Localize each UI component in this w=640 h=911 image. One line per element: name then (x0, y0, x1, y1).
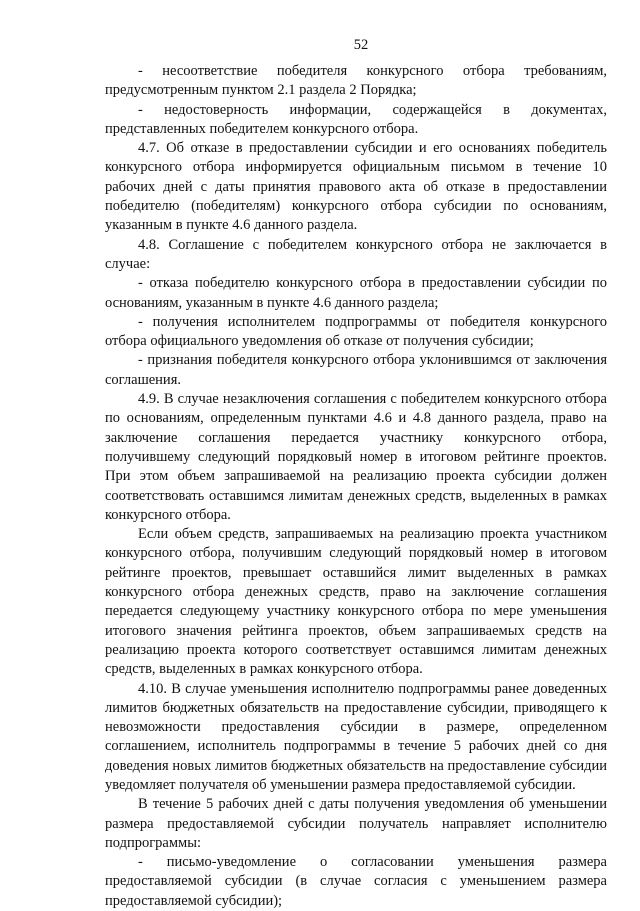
paragraph: В течение 5 рабочих дней с даты получения уведомления об уменьшении размера предоставляемой субсидии получатель направляет исполнителю подпрограммы: (105, 796, 607, 851)
paragraph-list-item: - недостоверность информации, содержащейся в документах, представленных победителем конкурсного отбора. (105, 101, 607, 137)
paragraph-4-7: 4.7. Об отказе в предоставлении субсидии и его основаниях победитель конкурсного отбора информируется официальным письмом в течение 10 рабочих дней с даты принятия правового акта об отказе в предоставлении победителю (победителям) конкурсного отбора субсидии по основаниям, указанным в пункте 4.6 данного раздела. (105, 140, 607, 234)
paragraph-list-item: - получения исполнителем подпрограммы от победителя конкурсного отбора официального уведомления об отказе от получения субсидии; (105, 313, 607, 350)
document-body (105, 62, 607, 911)
paragraph-list-item: - письмо-уведомление о согласовании уменьшения размера предоставляемой субсидии (в случае согласия с уменьшением размера предоставляемой субсидии); (105, 854, 607, 909)
page-number: 52 (353, 37, 369, 53)
paragraph-4-9: 4.9. В случае незаключения соглашения с победителем конкурсного отбора по основаниям, определенным пунктами 4.6 и 4.8 данного раздела, право на заключение соглашения передается участнику конкурсного отбора, получившему следующий порядковый номер в итоговом рейтинге проектов. При этом объем запрашиваемой на реализацию проекта субсидии должен соответствовать оставшимся лимитам денежных средств, выделенных в рамках конкурсного отбора. (105, 391, 607, 523)
paragraph: Если объем средств, запрашиваемых на реализацию проекта участником конкурсного отбора, получившим следующий порядковый номер в итоговом рейтинге проектов, превышает оставшийся лимит выделенных в рамках конкурсного отбора денежных средств, право на заключение соглашения передается следующему участнику конкурсного отбора по мере уменьшения итогового значения рейтинга проектов, объем запрашиваемых средств на реализацию проекта которого соответствует оставшимся лимитам денежных средств, выделенных в рамках конкурсного отбора. (105, 526, 607, 678)
paragraph-list-item: - признания победителя конкурсного отбора уклонившимся от заключения соглашения. (105, 352, 607, 388)
paragraph-list-item: - несоответствие победителя конкурсного отбора требованиям, предусмотренным пунктом 2.1 раздела 2 Порядка; (105, 63, 607, 99)
paragraph-4-8: 4.8. Соглашение с победителем конкурсного отбора не заключается в случае: (105, 236, 607, 272)
paragraph-list-item: - отказа победителю конкурсного отбора в предоставлении субсидии по основаниям, указанным в пункте 4.6 данного раздела; (105, 275, 607, 311)
paragraph-4-10: 4.10. В случае уменьшения исполнителю подпрограммы ранее доведенных лимитов бюджетных обязательств на предоставление субсидии, приводящего к невозможности предоставления субсидии в размере, определенном соглашением, исполнитель подпрограммы в течение 5 рабочих дней со дня доведения новых лимитов бюджетных обязательств на предоставление субсидии уведомляет получателя об уменьшении размера предоставляемой субсидии. (105, 680, 607, 793)
